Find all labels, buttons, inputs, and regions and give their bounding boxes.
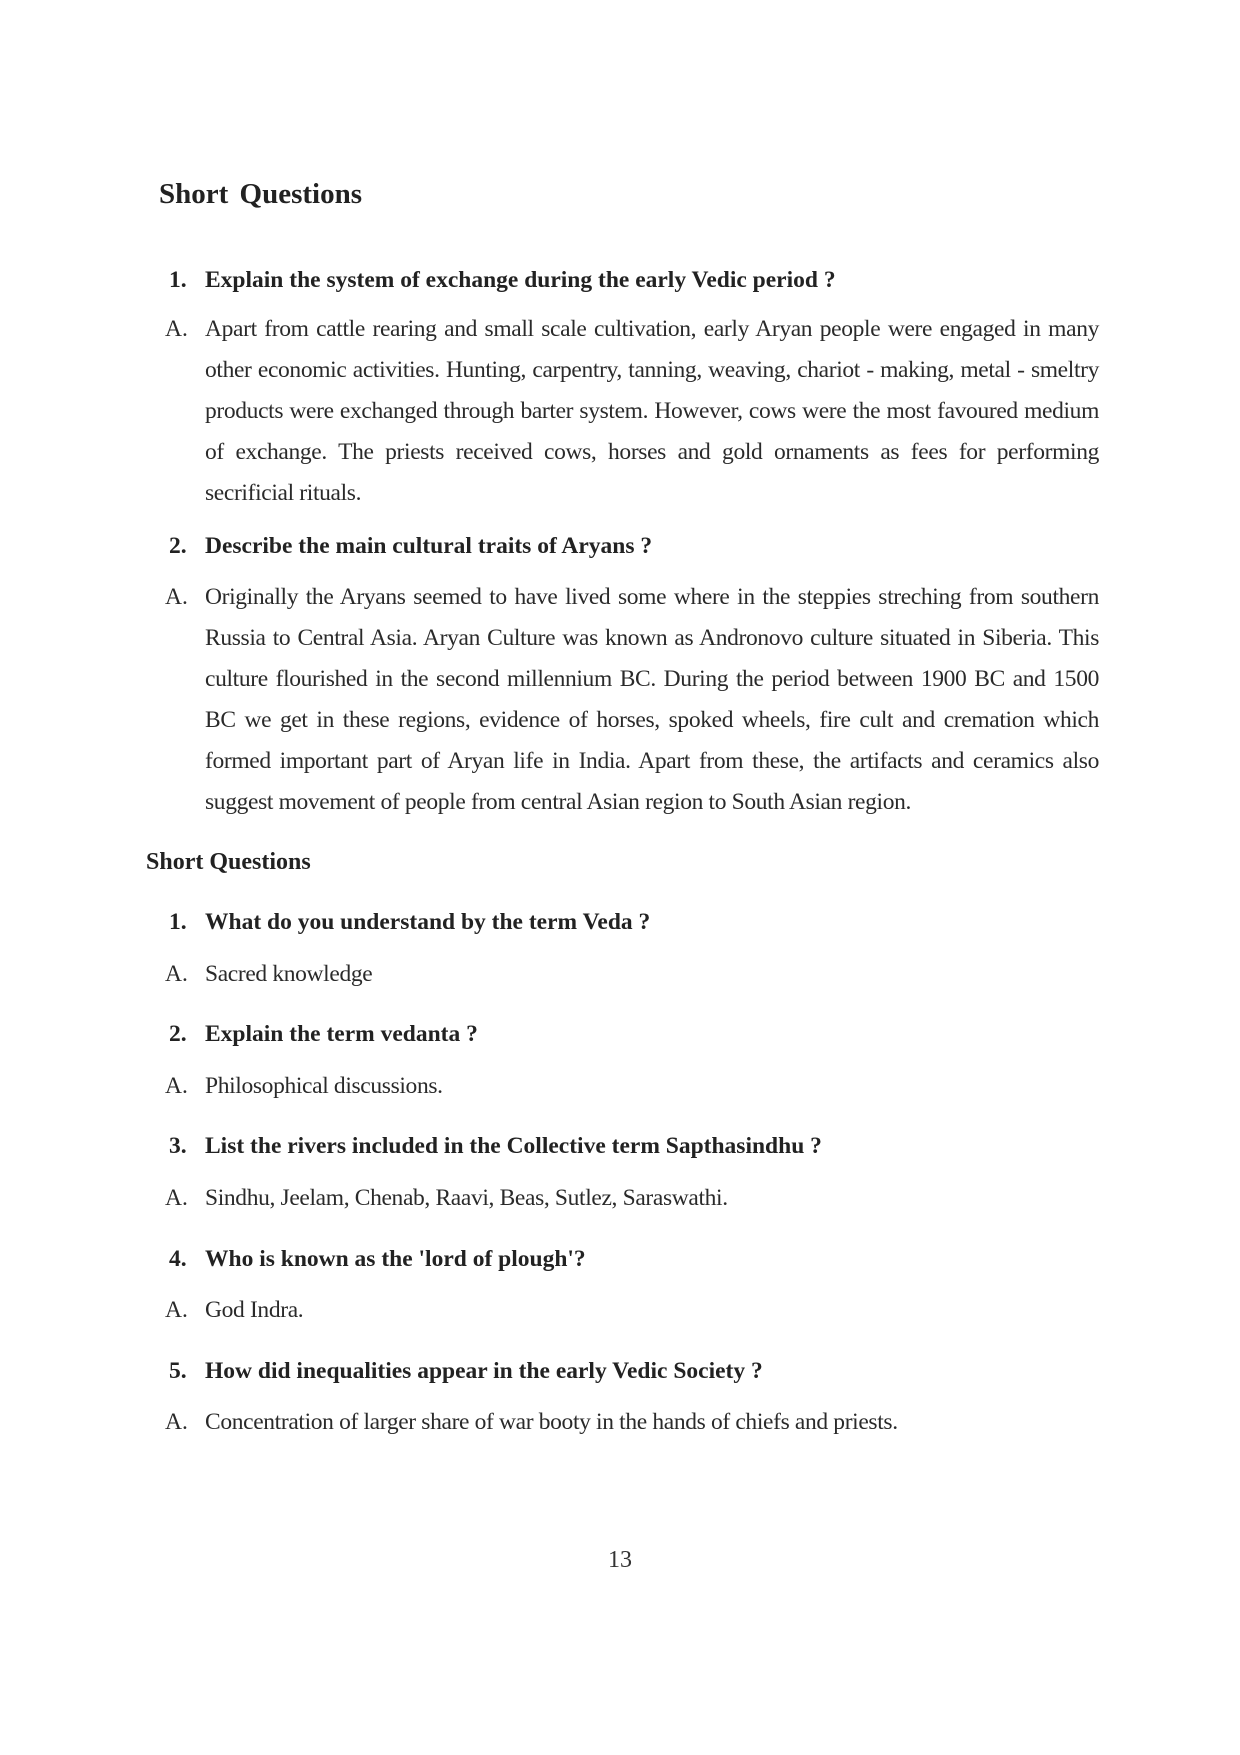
- question-number: 3.: [169, 1133, 187, 1159]
- question-number: 1.: [169, 267, 187, 293]
- question-text: Describe the main cultural traits of Aryans ?: [205, 533, 653, 559]
- answer-text: Sindhu, Jeelam, Chenab, Raavi, Beas, Sutlez, Saraswathi.: [205, 1185, 728, 1211]
- answer-marker: A.: [165, 584, 188, 610]
- question-number: 1.: [169, 909, 187, 935]
- question-block: [159, 265, 1099, 295]
- question-text: Who is known as the 'lord of plough'?: [205, 1246, 586, 1272]
- answer-block: [159, 1402, 1099, 1443]
- answer-marker: A.: [165, 1185, 188, 1211]
- question-text: List the rivers included in the Collective term Sapthasindhu ?: [205, 1133, 822, 1159]
- answer-block: [159, 1290, 1099, 1331]
- question-number: 4.: [169, 1246, 187, 1272]
- answer-marker: A.: [165, 1297, 188, 1323]
- page-number: 13: [608, 1547, 632, 1573]
- answer-text: Sacred knowledge: [205, 961, 373, 987]
- question-block: [159, 1019, 1099, 1049]
- answer-block: [159, 954, 1099, 995]
- question-text: How did inequalities appear in the early Vedic Society ?: [205, 1358, 763, 1384]
- section-heading-short-questions-1: Short Questions: [159, 178, 363, 210]
- question-block: [159, 1356, 1099, 1386]
- answer-text: God Indra.: [205, 1297, 304, 1323]
- question-block: [159, 907, 1099, 937]
- answer-block: [159, 577, 1099, 823]
- question-block: [159, 1131, 1099, 1161]
- section-heading-short-questions-2: Short Questions: [146, 849, 311, 875]
- question-text: What do you understand by the term Veda ?: [205, 909, 651, 935]
- answer-block: [159, 309, 1099, 514]
- answer-marker: A.: [165, 1073, 188, 1099]
- answer-block: [159, 1178, 1099, 1219]
- question-block: [159, 1244, 1099, 1274]
- answer-block: [159, 1066, 1099, 1107]
- question-number: 2.: [169, 1021, 187, 1047]
- answer-text: Originally the Aryans seemed to have lived some where in the steppies streching from southern Russia to Central Asia. Aryan Culture was known as Andronovo culture situated in Siberia. This culture flourished in the second millennium BC. During the period between 1900 BC and 1500 BC we get in these regions, evidence of horses, spoked wheels, fire cult and cremation which formed important part of Aryan life in India. Apart from these, the artifacts and ceramics also suggest movement of people from central Asian region to South Asian region.: [205, 584, 1099, 815]
- answer-text: Philosophical discussions.: [205, 1073, 443, 1099]
- answer-marker: A.: [165, 961, 188, 987]
- answer-text: Apart from cattle rearing and small scale cultivation, early Aryan people were engaged in many other economic activities. Hunting, carpentry, tanning, weaving, chariot - making, metal - smeltry products were exchanged through barter system. However, cows were the most favoured medium of exchange. The priests received cows, horses and gold ornaments as fees for performing secrificial rituals.: [205, 316, 1099, 506]
- answer-marker: A.: [165, 1409, 188, 1435]
- question-number: 5.: [169, 1358, 187, 1384]
- question-text: Explain the system of exchange during the early Vedic period ?: [205, 267, 836, 293]
- question-block: [159, 531, 1099, 561]
- answer-text: Concentration of larger share of war booty in the hands of chiefs and priests.: [205, 1409, 898, 1435]
- question-number: 2.: [169, 533, 187, 559]
- answer-marker: A.: [165, 316, 188, 342]
- question-text: Explain the term vedanta ?: [205, 1021, 478, 1047]
